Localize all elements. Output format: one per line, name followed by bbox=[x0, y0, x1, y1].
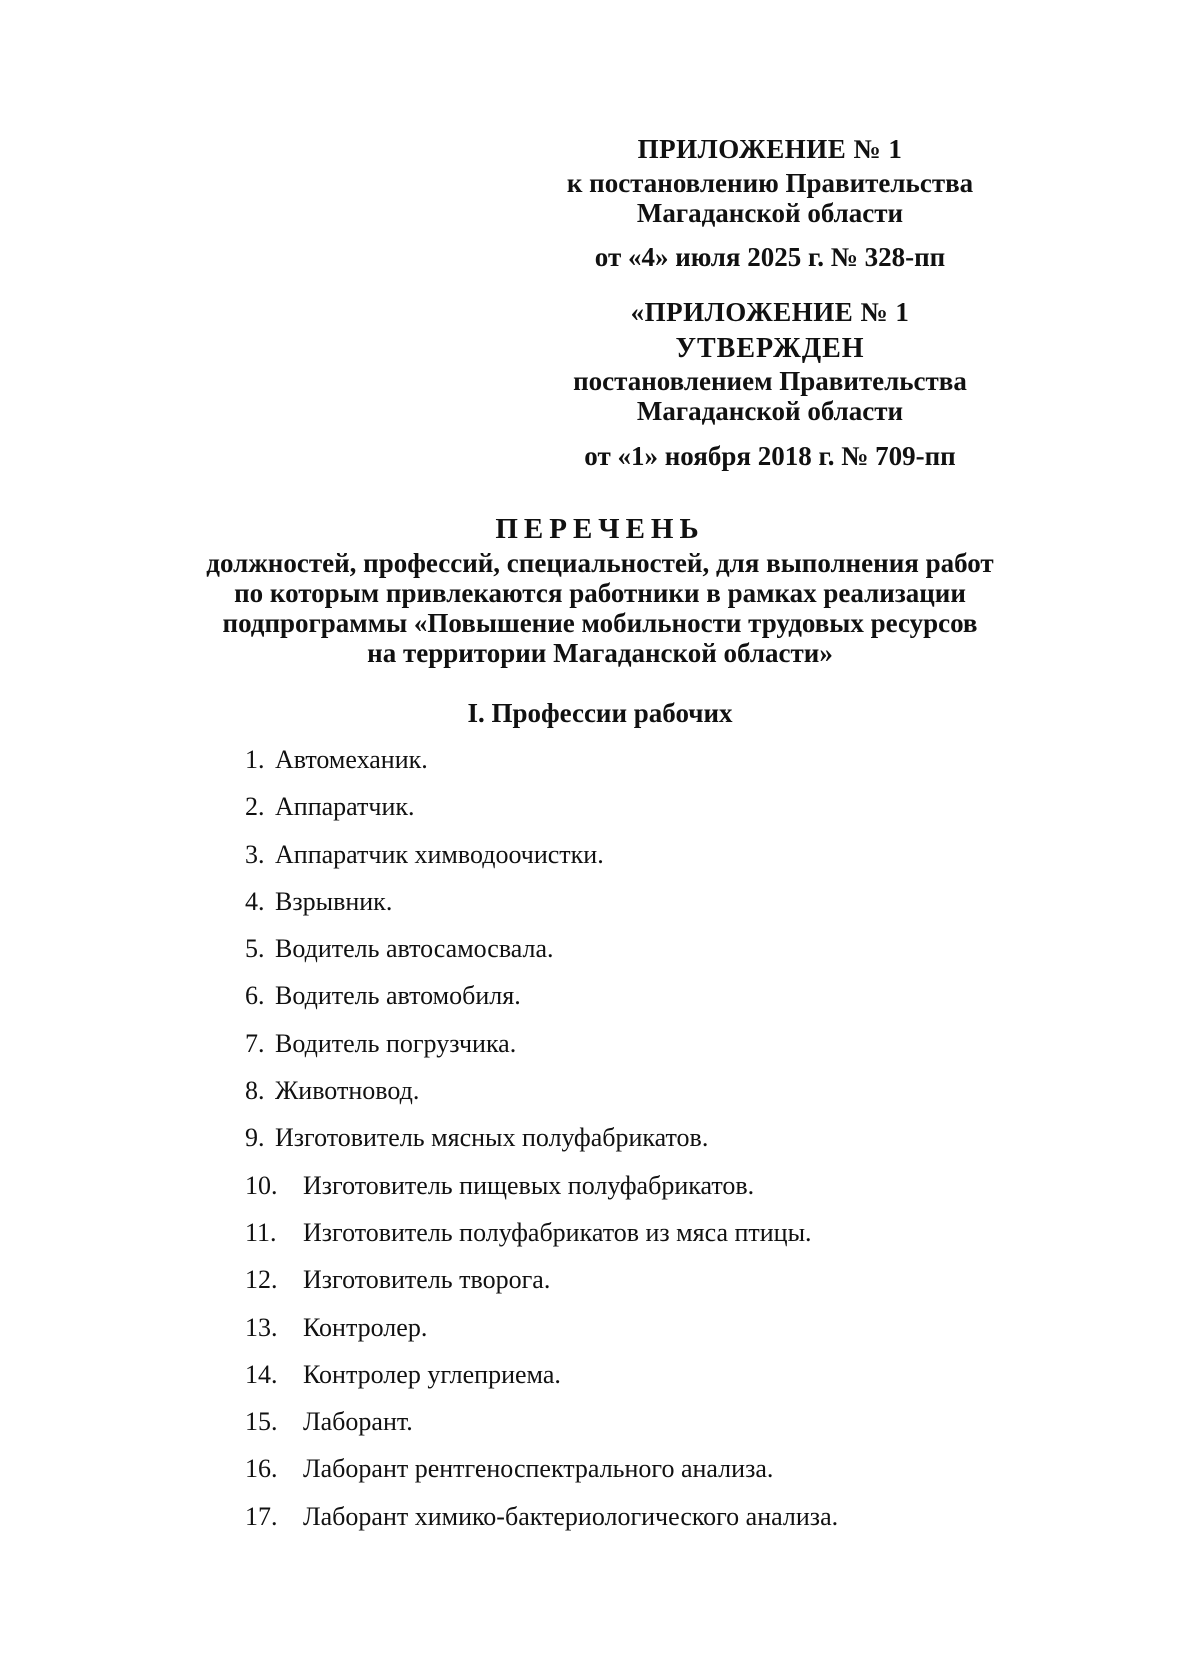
item-text: Взрывник. bbox=[275, 886, 393, 916]
item-number: 10. bbox=[245, 1170, 278, 1200]
item-number: 9. bbox=[245, 1123, 265, 1153]
list-item bbox=[245, 1493, 1145, 1540]
appendix-original-date: от «1» ноября 2018 г. № 709-пп bbox=[584, 441, 956, 471]
item-number: 1. bbox=[245, 745, 265, 774]
document-subtitle-line: должностей, профессий, специальностей, для выполнения работ bbox=[206, 548, 994, 578]
document-subtitle-line: на территории Магаданской области» bbox=[367, 638, 833, 668]
list-item bbox=[245, 1304, 1145, 1351]
item-number: 14. bbox=[245, 1359, 278, 1389]
list-item bbox=[245, 1114, 1145, 1161]
item-number: 13. bbox=[245, 1312, 278, 1342]
appendix-original-block bbox=[560, 292, 980, 476]
item-text: Водитель погрузчика. bbox=[275, 1028, 517, 1058]
list-item bbox=[245, 925, 1145, 972]
list-item bbox=[245, 1020, 1145, 1067]
item-number: 12. bbox=[245, 1265, 278, 1295]
document-subtitle-line: по которым привлекаются работники в рамках реализации bbox=[234, 578, 966, 608]
item-number: 17. bbox=[245, 1501, 278, 1531]
appendix-current-block bbox=[560, 130, 980, 276]
appendix-original-line1: постановлением Правительства bbox=[573, 366, 967, 396]
list-item bbox=[245, 972, 1145, 1019]
appendix-original-line2: Магаданской области bbox=[636, 396, 904, 426]
item-text: Изготовитель пищевых полуфабрикатов. bbox=[303, 1170, 755, 1200]
document-title: ПЕРЕЧЕНЬ bbox=[495, 513, 705, 545]
appendix-current-line1: к постановлению Правительства bbox=[566, 168, 974, 198]
item-text: Изготовитель творога. bbox=[303, 1265, 551, 1295]
item-text: Аппаратчик. bbox=[275, 792, 415, 822]
item-text: Водитель автосамосвала. bbox=[275, 934, 554, 964]
list-item bbox=[245, 1209, 1145, 1256]
item-number: 6. bbox=[245, 981, 265, 1011]
item-text: Изготовитель полуфабрикатов из мяса птицы. bbox=[303, 1217, 812, 1247]
item-number: 2. bbox=[245, 792, 265, 822]
item-text: Контролер углеприема. bbox=[303, 1359, 561, 1389]
item-number: 4. bbox=[245, 886, 265, 916]
item-number: 8. bbox=[245, 1076, 265, 1106]
item-number: 5. bbox=[245, 934, 265, 964]
item-number: 16. bbox=[245, 1454, 278, 1484]
appendix-original-approved: УТВЕРЖДЕН bbox=[675, 333, 865, 364]
list-item bbox=[245, 1351, 1145, 1398]
document-subtitle-line: подпрограммы «Повышение мобильности трудовых ресурсов bbox=[222, 608, 978, 638]
item-number: 15. bbox=[245, 1407, 278, 1437]
item-text: Лаборант рентгеноспектрального анализа. bbox=[303, 1454, 774, 1484]
appendix-current-title: ПРИЛОЖЕНИЕ № 1 bbox=[637, 134, 903, 164]
item-text: Лаборант. bbox=[303, 1407, 413, 1437]
item-text: Изготовитель мясных полуфабрикатов. bbox=[275, 1123, 709, 1153]
list-item bbox=[245, 831, 1145, 878]
profession-list bbox=[245, 736, 1145, 1540]
appendix-current-line2: Магаданской области bbox=[636, 198, 904, 228]
list-item bbox=[245, 736, 1145, 783]
item-text: Водитель автомобиля. bbox=[275, 981, 521, 1011]
list-item bbox=[245, 878, 1145, 925]
item-text: Животновод. bbox=[275, 1076, 420, 1106]
list-item bbox=[245, 783, 1145, 830]
list-item bbox=[245, 1162, 1145, 1209]
list-item bbox=[245, 1445, 1145, 1492]
item-number: 7. bbox=[245, 1028, 265, 1058]
item-text: Лаборант химико-бактериологического анализа. bbox=[303, 1501, 839, 1531]
item-text: Аппаратчик химводоочистки. bbox=[275, 839, 604, 869]
list-item bbox=[245, 1398, 1145, 1445]
list-item bbox=[245, 1067, 1145, 1114]
item-number: 3. bbox=[245, 839, 265, 869]
section-title: I. Профессии рабочих bbox=[467, 698, 733, 728]
list-item bbox=[245, 1256, 1145, 1303]
appendix-original-title: «ПРИЛОЖЕНИЕ № 1 bbox=[630, 297, 910, 327]
item-text: Контролер. bbox=[303, 1312, 428, 1342]
appendix-current-date: от «4» июля 2025 г. № 328-пп bbox=[594, 242, 946, 272]
document-heading bbox=[150, 512, 1050, 668]
item-number: 11. bbox=[245, 1217, 277, 1247]
item-text: Автомеханик. bbox=[275, 745, 428, 774]
